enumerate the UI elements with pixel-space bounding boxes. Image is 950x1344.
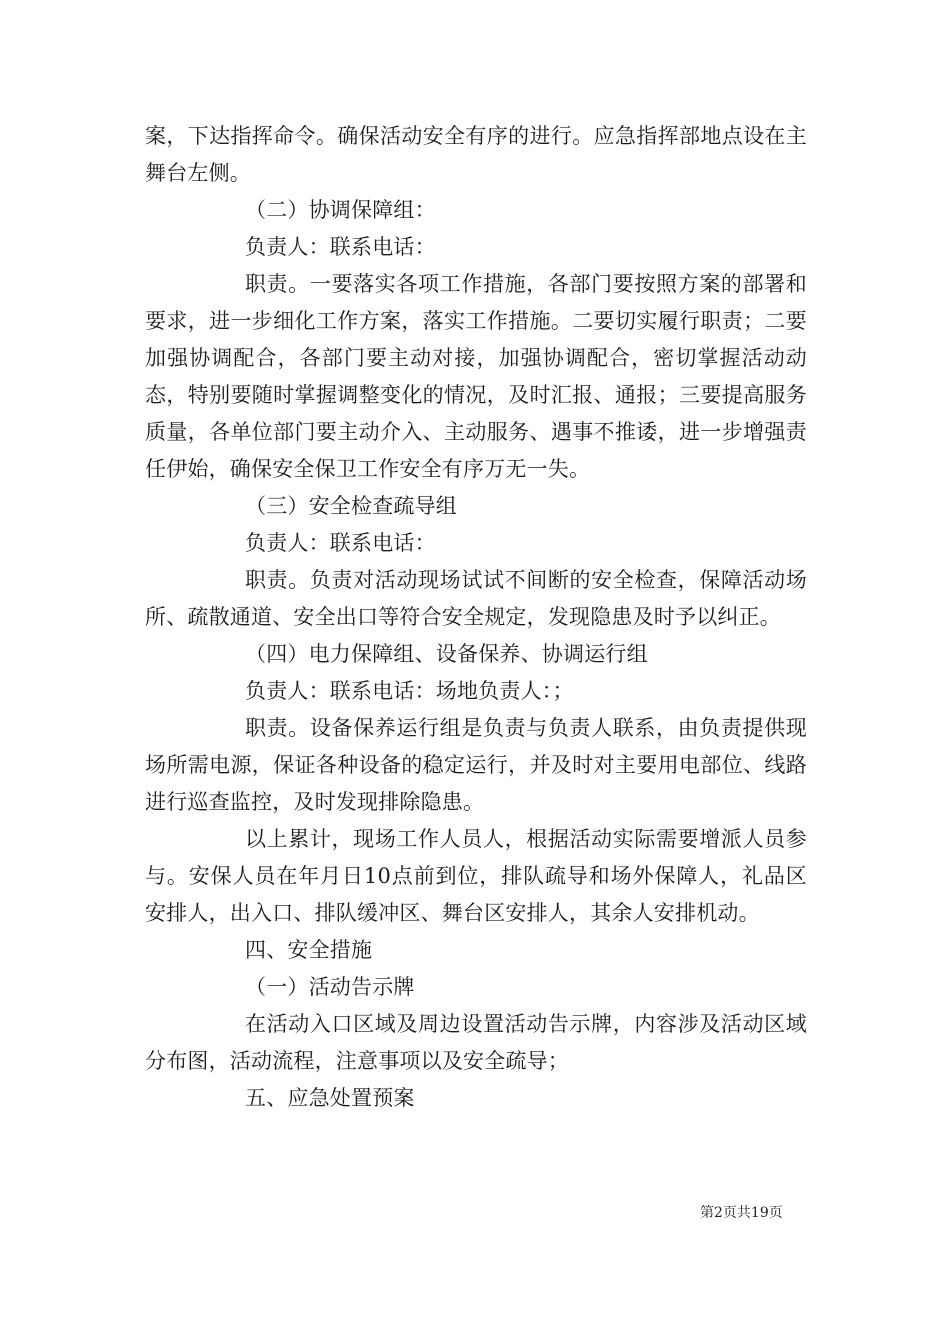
paragraph: 以上累计，现场工作人员人，根据活动实际需要增派人员参与。安保人员在年月日10点前到位，排队疏导和场外保障人，礼品区安排人，出入口、排队缓冲区、舞台区安排人，其余人安排机动。 [145,827,807,925]
section-heading: （四）电力保障组、设备保养、协调运行组 [245,642,648,666]
section-heading: （一）活动告示牌 [245,975,415,999]
page-number: 第2页共19页 [700,1205,783,1221]
paragraph: 职责。设备保养运行组是负责与负责人联系，由负责提供现场所需电源，保证各种设备的稳定运行，并及时对主要用电部位、线路进行巡查监控，及时发现排除隐患。 [145,716,807,814]
contact-line: 负责人：联系电话：场地负责人：； [245,679,574,703]
paragraph: 案，下达指挥命令。确保活动安全有序的进行。应急指挥部地点设在主舞台左侧。 [145,124,807,185]
contact-line: 负责人：联系电话： [245,235,436,259]
section-heading: 四、安全措施 [245,938,373,962]
section-heading: （三）安全检查疏导组 [245,494,457,518]
paragraph: 职责。一要落实各项工作措施，各部门要按照方案的部署和要求，进一步细化工作方案，落实工作措施。二要切实履行职责；二要加强协调配合，各部门要主动对接，加强协调配合，密切掌握活动动态，特别要随时掌握调整变化的情况，及时汇报、通报；三要提高服务质量，各单位部门要主动介入、主动服务、遇事不推诿，进一步增强责任伊始，确保安全保卫工作安全有序万无一失。 [145,272,807,481]
contact-line: 负责人：联系电话： [245,531,436,555]
document-body [145,118,807,1117]
paragraph: 职责。负责对活动现场试试不间断的安全检查，保障活动场所、疏散通道、安全出口等符合安全规定，发现隐患及时予以纠正。 [145,568,807,629]
paragraph: 在活动入口区域及周边设置活动告示牌，内容涉及活动区域分布图，活动流程，注意事项以及安全疏导； [145,1012,807,1073]
section-heading: （二）协调保障组： [245,198,436,222]
section-heading: 五、应急处置预案 [245,1086,415,1110]
